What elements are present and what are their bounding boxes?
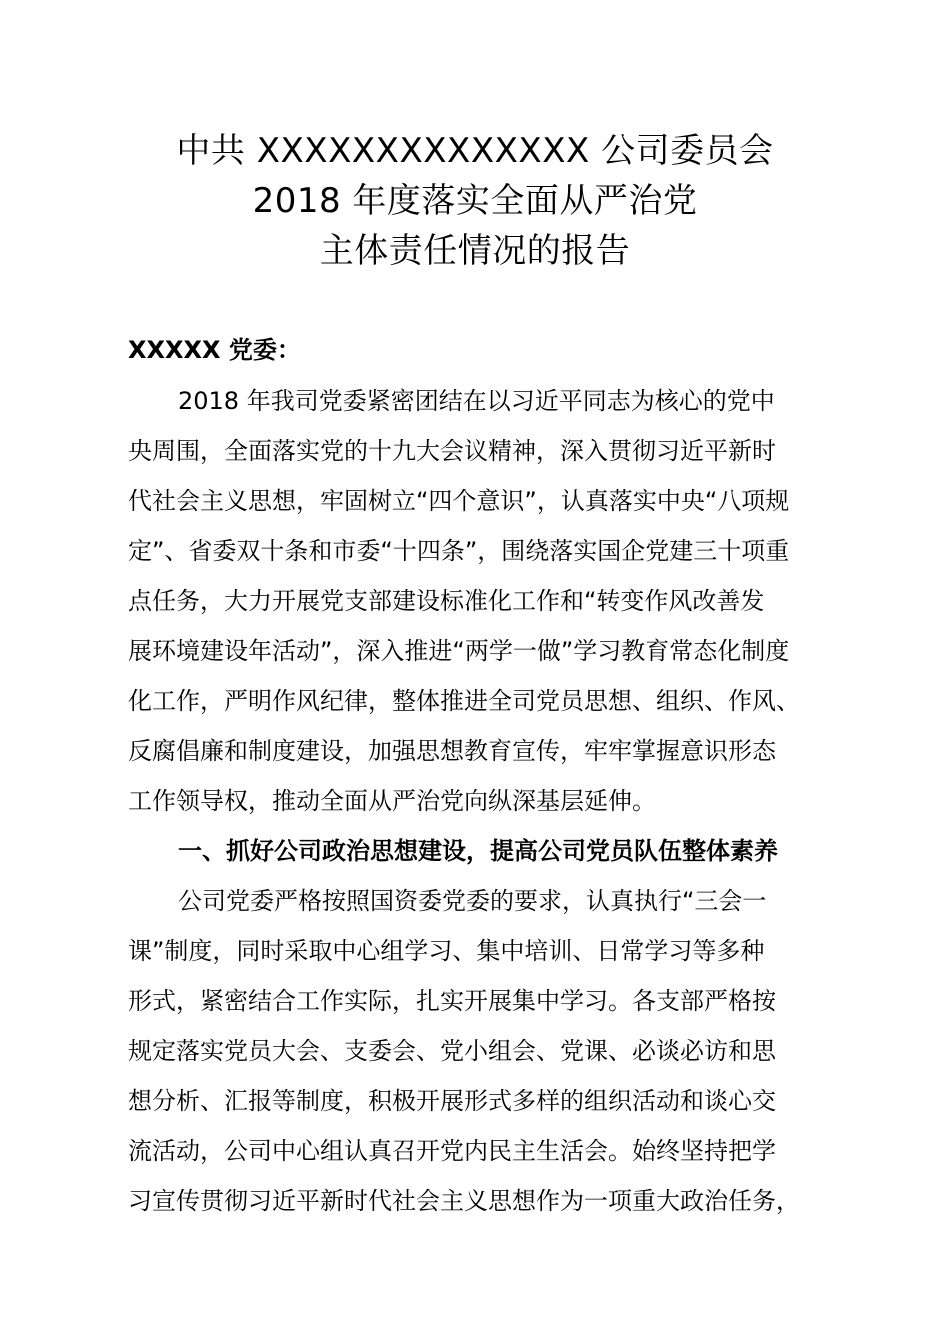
paragraph-2-line: 规定落实党员大会、支委会、党小组会、党课、必谈必访和思 [128,1037,776,1065]
paragraph-1-line: 化工作，严明作风纪律，整体推进全司党员思想、组织、作风、 [128,687,800,715]
paragraph-1-line: 定”、省委双十条和市委“十四条”，围绕落实国企党建三十项重 [128,537,790,565]
paragraph-1-line: 点任务，大力开展党支部建设标准化工作和“转变作风改善发 [128,587,765,615]
report-body [128,376,828,1226]
paragraph-1-line: 工作领导权，推动全面从严治党向纵深基层延伸。 [128,787,656,815]
title-line-3: 主体责任情况的报告 [319,231,631,271]
paragraph-2-line: 课”制度，同时采取中心组学习、集中培训、日常学习等多种 [128,937,765,965]
paragraph-1-line: 展环境建设年活动”，深入推进“两学一做”学习教育常态化制度 [128,637,790,665]
paragraph-1-line: 2018 年我司党委紧密团结在以习近平同志为核心的党中 [178,387,775,415]
paragraph-2-line: 公司党委严格按照国资委党委的要求，认真执行“三会一 [178,887,767,915]
paragraph-2-line: 习宣传贯彻习近平新时代社会主义思想作为一项重大政治任务， [128,1187,800,1215]
paragraph-2-line: 形式，紧密结合工作实际，扎实开展集中学习。各支部严格按 [128,987,776,1015]
paragraph-1-line: 央周围，全面落实党的十九大会议精神，深入贯彻习近平新时 [128,437,776,465]
paragraph-1-line: 代社会主义思想，牢固树立“四个意识”，认真落实中央“八项规 [128,487,790,515]
section-1-heading: 一、抓好公司政治思想建设，提高公司党员队伍整体素养 [178,837,778,865]
report-title [0,126,950,276]
paragraph-2-line: 想分析、汇报等制度，积极开展形式多样的组织活动和谈心交 [128,1087,776,1115]
title-line-2: 2018 年度落实全面从严治党 [252,181,698,221]
paragraph-1-line: 反腐倡廉和制度建设，加强思想教育宣传，牢牢掌握意识形态 [128,737,776,765]
paragraph-2-line: 流活动，公司中心组认真召开党内民主生活会。始终坚持把学 [128,1137,776,1165]
salutation: XXXXX 党委： [128,336,301,364]
title-line-1: 中共 XXXXXXXXXXXXXX 公司委员会 [176,131,774,171]
